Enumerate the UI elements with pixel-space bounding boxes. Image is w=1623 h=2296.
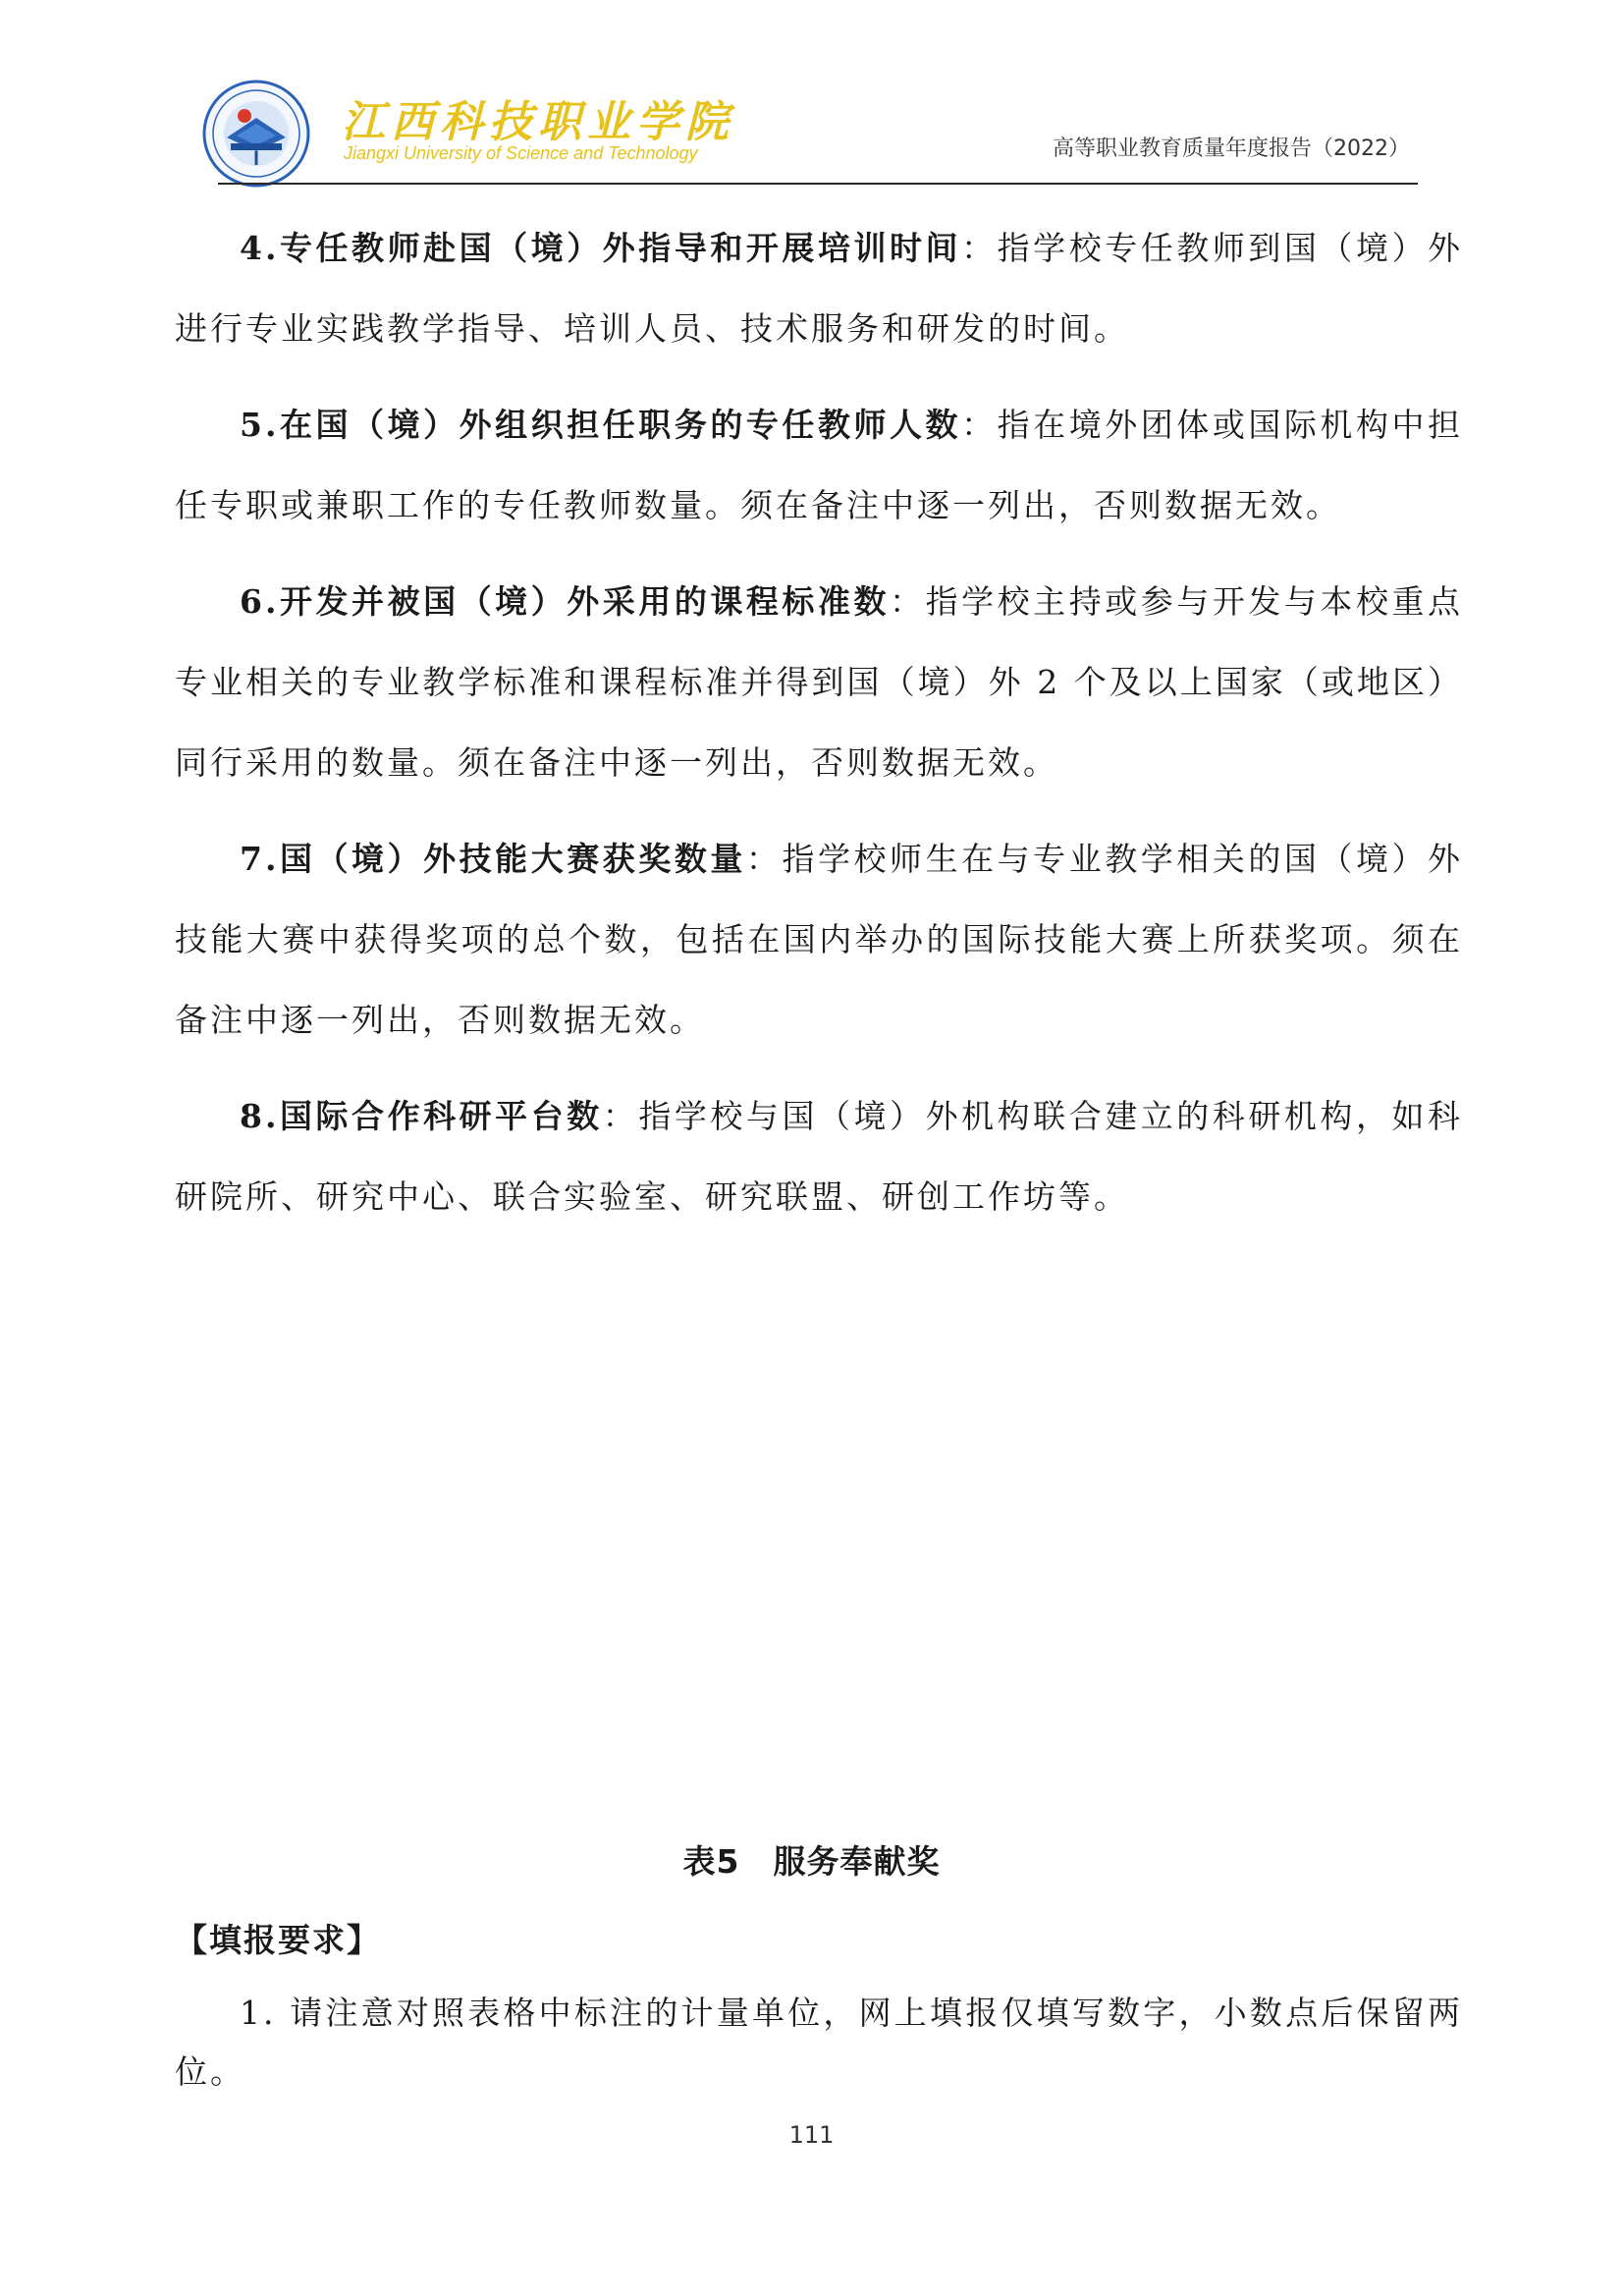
table-title: 表5 服务奉献奖 [682,1842,941,1881]
main-content [175,208,1463,1237]
definition-term: 6.开发并被国（境）外采用的课程标准数 [240,582,891,621]
logo-text-chinese: 江西科技职业学院 [342,97,734,147]
definition-term: 5.在国（境）外组织担任职务的专任教师人数 [240,406,962,444]
definition-paragraph [175,1076,1463,1237]
school-emblem-icon [201,79,311,189]
definition-term: 8.国际合作科研平台数 [240,1097,603,1135]
definition-text: ：指学校主持或参与开发与本校重点专业相关的专业教学标准和课程标准并得到国（境）外 2 个及以上国家（或地区）同行采用的数量。须在备注中逐一列出，否则数据无效。 [175,582,1464,782]
page-number: 111 [788,2121,835,2149]
definition-term: 4.专任教师赴国（境）外指导和开展培训时间 [240,229,962,267]
definition-text: ：指学校师生在与专业教学相关的国（境）外技能大赛中获得奖项的总个数，包括在国内举办的国际技能大赛上所获奖项。须在备注中逐一列出，否则数据无效。 [175,840,1464,1039]
definition-paragraph [175,562,1463,803]
definition-paragraph [175,385,1463,546]
header-divider [218,183,1418,185]
report-title: 高等职业教育质量年度报告（2022） [1053,137,1410,161]
definition-paragraph [175,819,1463,1061]
section-heading: 【填报要求】 [175,1921,381,1959]
definition-text: ：指学校专任教师到国（境）外进行专业实践教学指导、培训人员、技术服务和研发的时间。 [175,229,1464,348]
definition-text: ：指在境外团体或国际机构中担任专职或兼职工作的专任教师数量。须在备注中逐一列出，否则数据无效。 [175,406,1464,524]
definition-paragraph [175,208,1463,369]
definition-text: ：指学校与国（境）外机构联合建立的科研机构，如科研院所、研究中心、联合实验室、研究联盟、研创工作坊等。 [175,1097,1464,1216]
page-header [196,79,1424,187]
logo-text-english: Jiangxi University of Science and Technology [344,143,698,163]
requirement-paragraph: 1. 请注意对照表格中标注的计量单位，网上填报仅填写数字，小数点后保留两位。 [175,1994,1463,2091]
definition-term: 7.国（境）外技能大赛获奖数量 [240,840,746,878]
